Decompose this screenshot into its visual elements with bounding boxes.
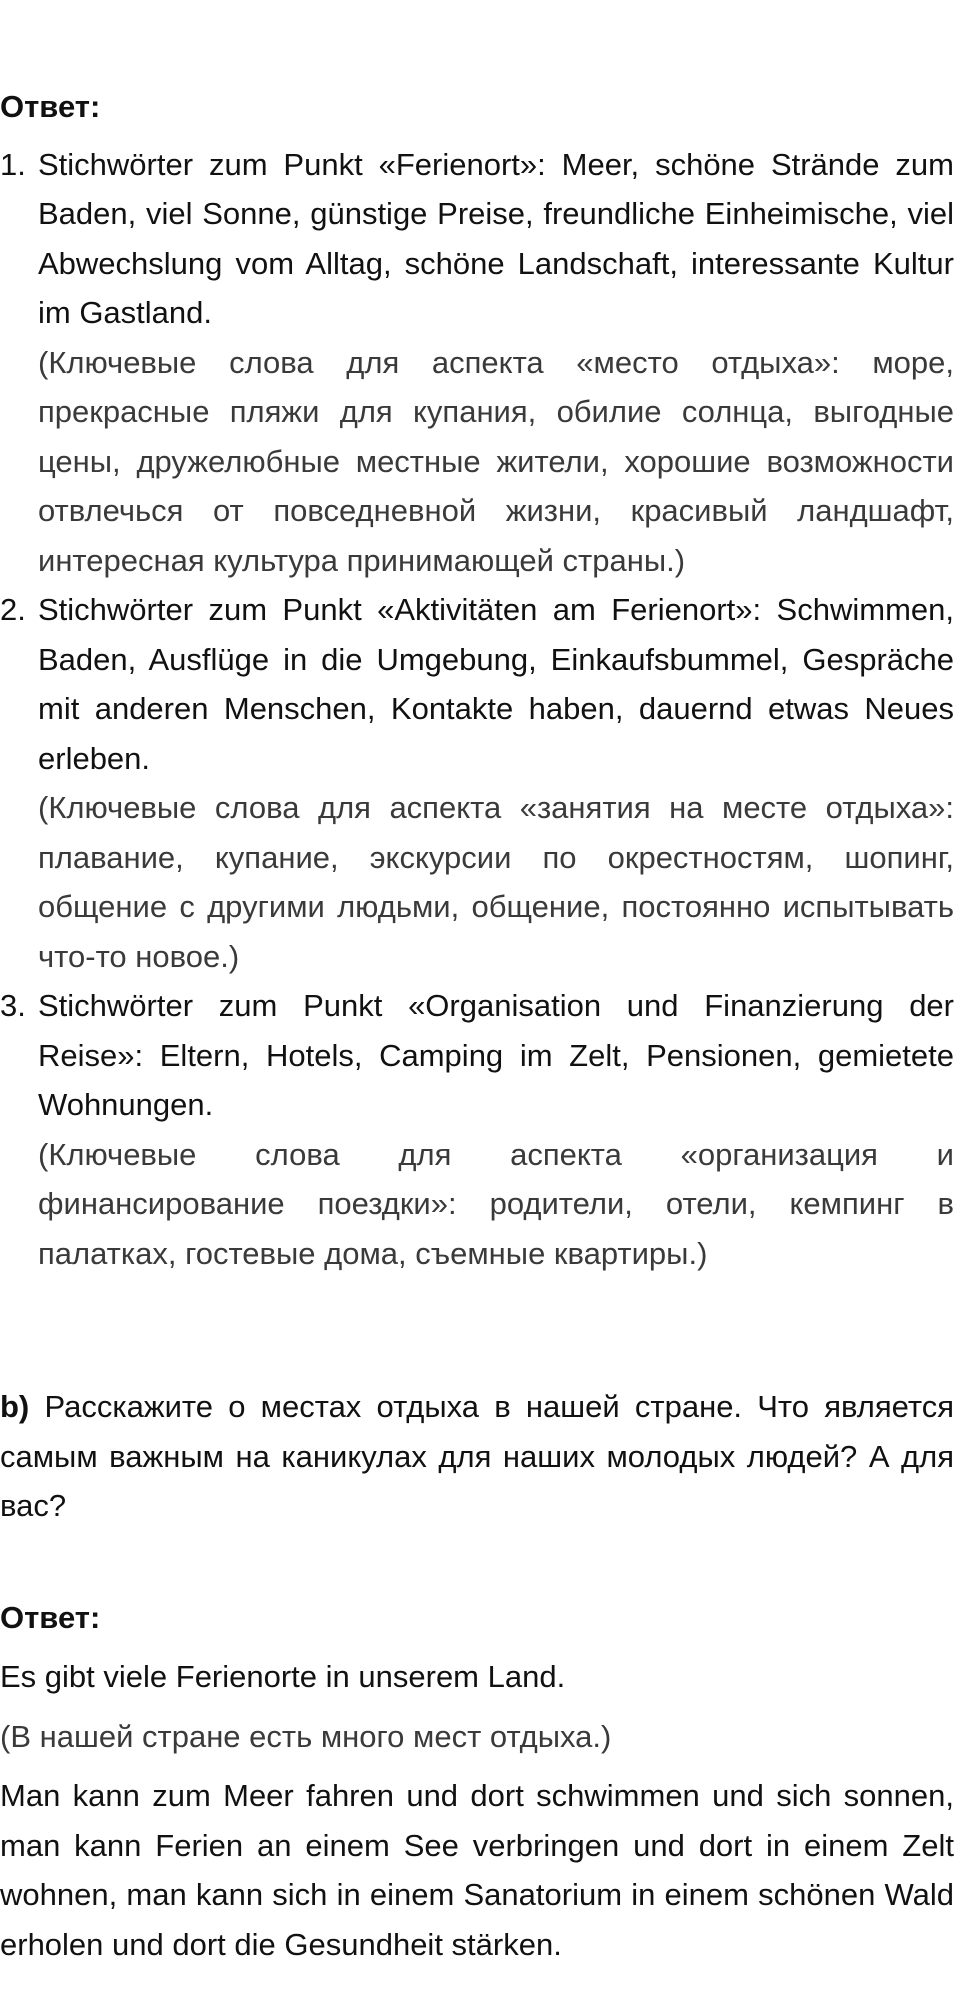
- russian-translation: (Ключевые слова для аспекта «место отдыха»: море, прекрасные пляжи для купания, обилие солнца, выгодные цены, дружелюбные местные жители, хорошие возможности отвлечься от повседневной жизни, красивый ландшафт, интересная культура принимающей страны.): [38, 344, 954, 578]
- german-keywords: Stichwörter zum Punkt «Ferienort»: Meer, schöne Strände zum Baden, viel Sonne, günstige Preise, freundliche Einheimische, viel Abwechslung vom Alltag, schöne Landschaft, interessante Kultur im Gastland.: [38, 146, 954, 330]
- task-letter: b): [0, 1389, 30, 1424]
- list-item: [0, 585, 954, 981]
- list-item: [0, 140, 954, 586]
- answer-line-russian: (В нашей стране есть много мест отдыха.): [0, 1718, 612, 1754]
- answer-label-a: Ответ:: [0, 89, 101, 124]
- list-item: [0, 981, 954, 1278]
- german-keywords: Stichwörter zum Punkt «Organisation und Finanzierung der Reise»: Eltern, Hotels, Camping im Zelt, Pensionen, gemietete Wohnungen.: [38, 988, 954, 1122]
- list-item-number: 3.: [0, 988, 26, 1023]
- list-item-number: 1.: [0, 146, 26, 182]
- task-b-question: [0, 1382, 954, 1531]
- document-content: [0, 82, 954, 1969]
- task-b-text: Расскажите о местах отдыха в нашей стране. Что является самым важным на каникулах для наших молодых людей? А для вас?: [0, 1389, 954, 1523]
- answer-paragraph-german: Man kann zum Meer fahren und dort schwimmen und sich sonnen, man kann Ferien an einem See verbringen und dort in einem Zelt wohnen, man kann sich in einem Sanatorium in einem schönen Wald erholen und dort die Gesundheit stärken.: [0, 1778, 954, 1962]
- russian-translation: (Ключевые слова для аспекта «занятия на месте отдыха»: плавание, купание, экскурсии по окрестностям, шопинг, общение с другими людьми, общение, постоянно испытывать что-то новое.): [38, 790, 954, 974]
- keyword-list: [0, 140, 954, 1279]
- answer-label-b: Ответ:: [0, 1599, 101, 1635]
- list-item-number: 2.: [0, 592, 26, 627]
- german-keywords: Stichwörter zum Punkt «Aktivitäten am Ferienort»: Schwimmen, Baden, Ausflüge in die Umgebung, Einkaufsbummel, Gespräche mit anderen Menschen, Kontakte haben, dauernd etwas Neues erleben.: [38, 592, 954, 776]
- answer-line-german: Es gibt viele Ferienorte in unserem Land.: [0, 1659, 566, 1694]
- russian-translation: (Ключевые слова для аспекта «организация и финансирование поездки»: родители, отели, кемпинг в палатках, гостевые дома, съемные квартиры.): [38, 1136, 954, 1271]
